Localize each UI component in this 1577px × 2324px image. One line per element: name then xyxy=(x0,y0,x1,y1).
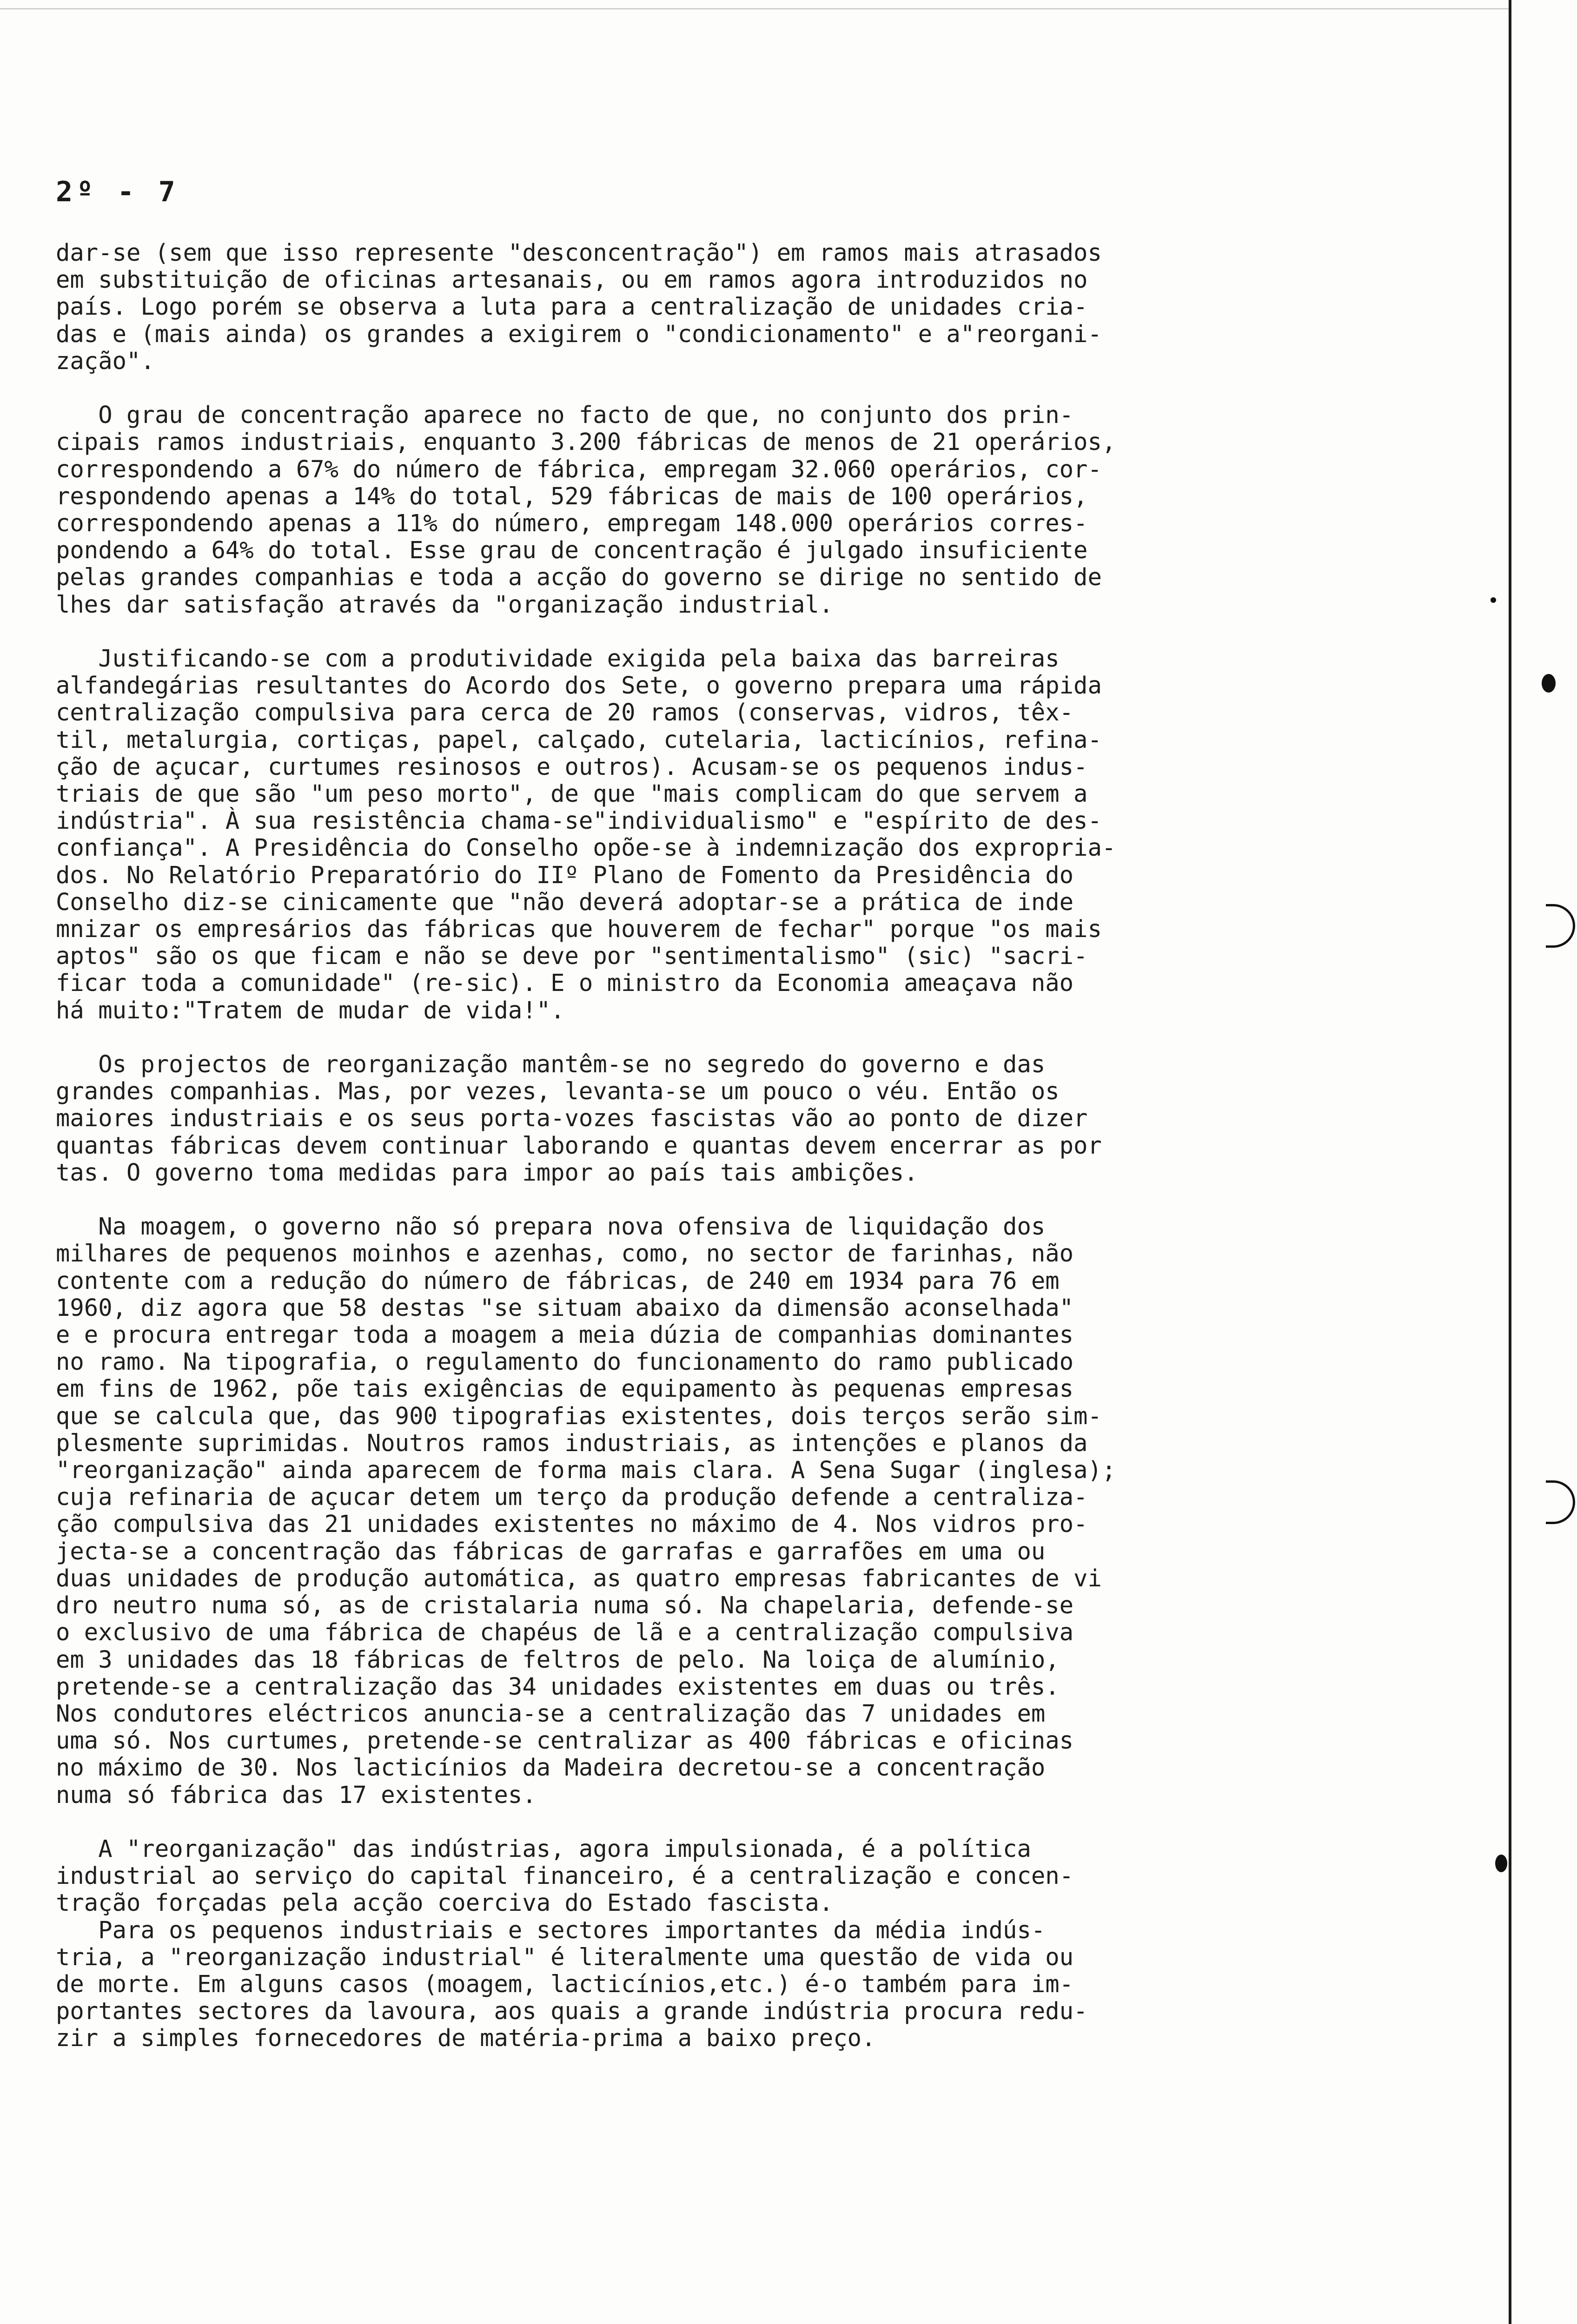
text-line: portantes sectores da lavoura, aos quais a grande indústria procura redu- xyxy=(56,1997,1088,2025)
text-line: Para os pequenos industriais e sectores importantes da média indús- xyxy=(56,1916,1046,1944)
text-line: confiança". A Presidência do Conselho opõe-se à indemnização dos expropria- xyxy=(56,834,1116,862)
text-line: em substituição de oficinas artesanais, ou em ramos agora introduzidos no xyxy=(56,266,1088,294)
paragraph xyxy=(56,1835,1478,1917)
text-line: milhares de pequenos moinhos e azenhas, como, no sector de farinhas, não xyxy=(56,1240,1074,1268)
text-line: ção compulsiva das 21 unidades existentes no máximo de 4. Nos vidros pro- xyxy=(56,1510,1088,1538)
text-line: de morte. Em alguns casos (moagem, lacticínios,etc.) é-o também para im- xyxy=(56,1970,1074,1998)
ink-mark-upper xyxy=(1542,674,1556,693)
text-line: há muito:"Tratem de mudar de vida!". xyxy=(56,996,565,1024)
text-line: Na moagem, o governo não só prepara nova ofensiva de liquidação dos xyxy=(56,1213,1046,1241)
text-line: cuja refinaria de açucar detem um terço da produção defende a centraliza- xyxy=(56,1483,1088,1511)
text-line: pretende-se a centralização das 34 unidades existentes em duas ou três. xyxy=(56,1672,1060,1700)
text-line: aptos" são os que ficam e não se deve por "sentimentalismo" (sic) "sacri- xyxy=(56,942,1088,970)
text-line: Os projectos de reorganização mantêm-se no segredo do governo e das xyxy=(56,1050,1046,1078)
text-line: pondendo a 64% do total. Esse grau de concentração é julgado insuficiente xyxy=(56,536,1088,564)
text-line: "reorganização" ainda aparecem de forma mais clara. A Sena Sugar (inglesa); xyxy=(56,1456,1116,1484)
text-line: respondendo apenas a 14% do total, 529 fábricas de mais de 100 operários, xyxy=(56,482,1088,510)
text-line: triais de que são "um peso morto", de que "mais complicam do que servem a xyxy=(56,780,1088,808)
text-line: lhes dar satisfação através da "organização industrial. xyxy=(56,590,834,618)
paragraph xyxy=(56,645,1478,1024)
text-line: no máximo de 30. Nos lacticínios da Madeira decretou-se a concentração xyxy=(56,1754,1046,1782)
text-line: industrial ao serviço do capital financeiro, é a centralização e concen- xyxy=(56,1862,1074,1890)
paragraph xyxy=(56,1213,1478,1808)
ink-mark-lower xyxy=(1495,1855,1507,1872)
document-body xyxy=(56,239,1478,2052)
text-line: tria, a "reorganização industrial" é literalmente uma questão de vida ou xyxy=(56,1943,1074,1971)
text-line: plesmente suprimidas. Noutros ramos industriais, as intenções e planos da xyxy=(56,1429,1088,1457)
paragraph xyxy=(56,402,1478,618)
text-line: em fins de 1962, põe tais exigências de equipamento às pequenas empresas xyxy=(56,1375,1074,1403)
text-line: centralização compulsiva para cerca de 20 ramos (conservas, vidros, têx- xyxy=(56,699,1074,726)
text-line: e e procura entregar toda a moagem a meia dúzia de companhias dominantes xyxy=(56,1321,1074,1349)
text-line: correspondendo a 67% do número de fábrica, empregam 32.060 operários, cor- xyxy=(56,455,1102,483)
text-line: pelas grandes companhias e toda a acção do governo se dirige no sentido de xyxy=(56,563,1102,591)
text-line: A "reorganização" das indústrias, agora impulsionada, é a política xyxy=(56,1835,1031,1862)
text-line: 1960, diz agora que 58 destas "se situam abaixo da dimensão aconselhada" xyxy=(56,1294,1074,1321)
text-line: mnizar os empresários das fábricas que houverem de fechar" porque "os mais xyxy=(56,915,1102,943)
punch-hole-lower xyxy=(1546,1480,1575,1524)
top-edge-line xyxy=(0,8,1509,9)
right-margin-line xyxy=(1509,0,1511,2324)
text-line: que se calcula que, das 900 tipografias existentes, dois terços serão sim- xyxy=(56,1402,1102,1430)
text-line: jecta-se a concentração das fábricas de garrafas e garrafões em uma ou xyxy=(56,1537,1046,1565)
text-line: maiores industriais e os seus porta-vozes fascistas vão ao ponto de dizer xyxy=(56,1104,1088,1132)
text-line: tração forçadas pela acção coerciva do Estado fascista. xyxy=(56,1889,834,1917)
ink-speck xyxy=(1491,597,1496,603)
text-line: tas. O governo toma medidas para impor ao país tais ambições. xyxy=(56,1158,918,1186)
text-line: em 3 unidades das 18 fábricas de feltros de pelo. Na loiça de alumínio, xyxy=(56,1645,1060,1673)
text-line: correspondendo apenas a 11% do número, empregam 148.000 operários corres- xyxy=(56,509,1088,537)
text-line: o exclusivo de uma fábrica de chapéus de lã e a centralização compulsiva xyxy=(56,1618,1074,1646)
text-line: alfandegárias resultantes do Acordo dos Sete, o governo prepara uma rápida xyxy=(56,672,1102,700)
text-line: zação". xyxy=(56,347,155,375)
text-line: Justificando-se com a produtividade exigida pela baixa das barreiras xyxy=(56,645,1060,673)
text-line: das e (mais ainda) os grandes a exigirem o "condicionamento" e a"reorgani- xyxy=(56,320,1102,348)
text-line: numa só fábrica das 17 existentes. xyxy=(56,1781,537,1809)
paragraph xyxy=(56,239,1478,375)
text-line: Conselho diz-se cinicamente que "não deverá adoptar-se a prática de inde xyxy=(56,888,1074,916)
paragraph xyxy=(56,1051,1478,1186)
punch-hole-upper xyxy=(1546,904,1575,948)
text-line: O grau de concentração aparece no facto de que, no conjunto dos prin- xyxy=(56,401,1074,429)
text-line: ção de açucar, curtumes resinosos e outros). Acusam-se os pequenos indus- xyxy=(56,753,1088,780)
text-line: zir a simples fornecedores de matéria-prima a baixo preço. xyxy=(56,2024,876,2052)
text-line: ficar toda a comunidade" (re-sic). E o ministro da Economia ameaçava não xyxy=(56,969,1074,997)
text-line: dos. No Relatório Preparatório do IIº Plano de Fomento da Presidência do xyxy=(56,861,1074,889)
paragraph xyxy=(56,1917,1478,2052)
text-line: cipais ramos industriais, enquanto 3.200 fábricas de menos de 21 operários, xyxy=(56,428,1116,456)
text-line: til, metalurgia, cortiças, papel, calçado, cutelaria, lacticínios, refina- xyxy=(56,726,1102,753)
text-line: dro neutro numa só, as de cristalaria numa só. Na chapelaria, defende-se xyxy=(56,1591,1074,1619)
text-line: dar-se (sem que isso represente "desconcentração") em ramos mais atrasados xyxy=(56,239,1102,266)
text-line: país. Logo porém se observa a luta para a centralização de unidades cria- xyxy=(56,293,1088,321)
text-line: no ramo. Na tipografia, o regulamento do funcionamento do ramo publicado xyxy=(56,1348,1074,1376)
text-line: grandes companhias. Mas, por vezes, levanta-se um pouco o véu. Então os xyxy=(56,1077,1060,1105)
page-number: 2º - 7 xyxy=(56,176,179,208)
text-line: Nos condutores eléctricos anuncia-se a centralização das 7 unidades em xyxy=(56,1699,1046,1727)
text-line: quantas fábricas devem continuar laborando e quantas devem encerrar as por xyxy=(56,1131,1102,1159)
text-line: duas unidades de produção automática, as quatro empresas fabricantes de vi xyxy=(56,1564,1102,1592)
text-line: uma só. Nos curtumes, pretende-se centralizar as 400 fábricas e oficinas xyxy=(56,1727,1074,1755)
text-line: contente com a redução do número de fábricas, de 240 em 1934 para 76 em xyxy=(56,1267,1060,1294)
text-line: indústria". À sua resistência chama-se"individualismo" e "espírito de des- xyxy=(56,807,1102,835)
